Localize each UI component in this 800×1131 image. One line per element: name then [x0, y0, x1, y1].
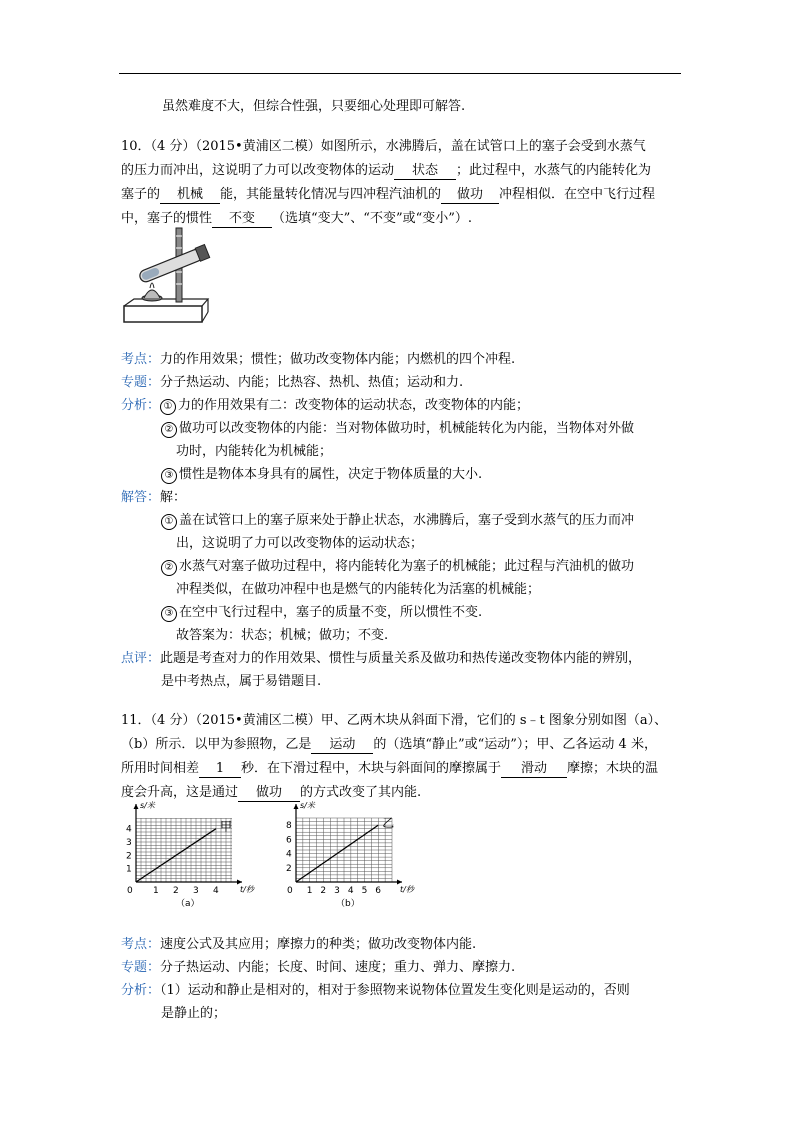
q11-line-3: 所用时间相差 1 秒．在下滑过程中，木块与斜面间的摩擦属于 滑动 摩擦；木块的温	[121, 761, 659, 776]
chart-b	[272, 800, 422, 915]
q10-zhuanti: 专题：分子热运动、内能；比热容、热机、热值；运动和力.	[121, 375, 464, 390]
x-tick-label: 5	[361, 886, 368, 896]
q11-fenxi-1b: 是静止的；	[161, 1006, 227, 1021]
y-tick-label: 2	[126, 851, 132, 862]
x-axis-arrow	[237, 880, 242, 885]
x-tick-label: 1	[153, 886, 159, 896]
intro-tail: 虽然难度不大，但综合性强，只要细心处理即可解答.	[162, 99, 466, 114]
x-tick-label: 6	[375, 886, 382, 896]
q10-jieda-1b: 出，这说明了力可以改变物体的运动状态；	[176, 536, 424, 551]
x-tick-label: 2	[173, 886, 179, 896]
y-tick-label: 6	[286, 835, 292, 846]
q10-answer: 故答案为：状态；机械；做功；不变.	[176, 628, 389, 643]
y-tick-label: 3	[126, 838, 132, 848]
q10-answer-2: 机械	[160, 187, 220, 204]
stand-base-top	[124, 299, 208, 306]
y-tick-label: 4	[126, 824, 132, 835]
q10-answer-1: 状态	[394, 163, 456, 180]
q11-line-4: 度会升高，这是通过 做功 的方式改变了其内能.	[121, 785, 422, 800]
q11-answer-1: 运动	[311, 737, 373, 754]
x-tick-label: 4	[347, 886, 354, 896]
x-tick-label: 4	[213, 886, 219, 896]
x-tick-label: 2	[320, 886, 327, 896]
q10-fenxi: 分析： ① 力的作用效果有二：改变物体的运动状态，改变物体的内能；	[121, 398, 530, 413]
q11-line-1: 11．（4 分）（2015•黄浦区二模）甲、乙两木块从斜面下滑，它们的 s﹣t 图象分别如图（a）、	[121, 713, 668, 728]
x-tick-label: 1	[306, 886, 313, 896]
y-tick-label: 1	[126, 864, 132, 875]
x-axis-arrow	[397, 880, 402, 885]
x-tick-label: 0	[127, 886, 133, 896]
q10-answer-3: 做功	[441, 187, 499, 204]
chart-caption: （b）	[336, 899, 360, 909]
y-axis-label: s/米	[140, 801, 155, 810]
y-tick-label: 8	[286, 821, 292, 832]
q10-dianping: 点评：此题是考查对力的作用效果、惯性与质量关系及做功和热传递改变物体内能的辨别，	[121, 651, 642, 666]
chart-caption: （a）	[176, 899, 200, 909]
series-label: 甲	[220, 819, 233, 834]
q11-kaodian: 考点：速度公式及其应用；摩擦力的种类；做功改变物体内能.	[121, 937, 477, 952]
y-axis-label: s/米	[300, 801, 315, 810]
q11-line-2: （b）所示．以甲为参照物，乙是 运动 的（选填“静止”或“运动”）；甲、乙各运动 4 米，	[121, 737, 657, 752]
q10-line-2: 的压力而冲出，这说明了力可以改变物体的运动 状态 ；此过程中，水蒸气的内能转化为	[121, 163, 652, 178]
q10-jieda-3: ③ 在空中飞行过程中，塞子的质量不变，所以惯性不变.	[161, 603, 482, 623]
q10-line-4: 中，塞子的惯性 不变 （选填“变大”、“不变”或“变小”）.	[121, 211, 473, 226]
x-axis-label: t/秒	[400, 885, 414, 894]
x-tick-label: 0	[287, 886, 293, 896]
y-tick-label: 4	[286, 849, 292, 860]
q10-dianping-2: 是中考热点，属于易错题目.	[161, 674, 322, 689]
q10-line-3: 塞子的 机械 能，其能量转化情况与四冲程汽油机的 做功 冲程相似．在空中飞行过程	[121, 187, 656, 202]
y-axis-arrow	[294, 804, 299, 809]
q11-zhuanti: 专题：分子热运动、内能；长度、时间、速度；重力、弹力、摩擦力.	[121, 960, 516, 975]
q11-answer-3: 滑动	[501, 761, 567, 778]
q11-answer-2: 1	[199, 761, 241, 778]
q10-answer-4: 不变	[212, 211, 272, 228]
q10-fenxi-2b: 功时，内能转化为机械能；	[176, 444, 333, 459]
q10-jieda-2a: ② 水蒸气对塞子做功过程中，将内能转化为塞子的机械能；此过程与汽油机的做功	[161, 557, 634, 577]
q10-kaodian: 考点：力的作用效果；惯性；做功改变物体内能；内燃机的四个冲程.	[121, 352, 516, 367]
q10-fenxi-2a: ② 做功可以改变物体的内能：当对物体做功时，机械能转化为内能，当物体对外做	[161, 419, 634, 439]
series-label: 乙	[382, 816, 395, 831]
y-tick-label: 2	[286, 863, 292, 874]
test-tube	[138, 245, 210, 285]
q10-jieda-2b: 冲程类似，在做功冲程中也是燃气的内能转化为活塞的机械能；	[176, 582, 541, 597]
q10-jieda-1a: ① 盖在试管口上的塞子原来处于静止状态，水沸腾后，塞子受到水蒸气的压力而冲	[161, 511, 634, 531]
q10-line-1: 10．（4 分）（2015•黄浦区二模）如图所示，水沸腾后，盖在试管口上的塞子会受到水蒸气	[121, 139, 646, 154]
x-tick-label: 3	[334, 886, 340, 896]
q11-fenxi: 分析：（1）运动和静止是相对的，相对于参照物来说物体位置发生变化则是运动的，否则	[121, 983, 630, 998]
q11-answer-4: 做功	[238, 785, 300, 802]
q10-fenxi-3: ③ 惯性是物体本身具有的属性，决定于物体质量的大小.	[161, 465, 482, 485]
q10-jieda: 解答：解：	[121, 490, 187, 505]
stand-base	[124, 306, 202, 322]
chart-a	[112, 800, 262, 915]
y-axis-arrow	[134, 804, 139, 809]
x-axis-label: t/秒	[240, 885, 254, 894]
header-rule	[119, 73, 681, 74]
flame	[150, 283, 154, 288]
x-tick-label: 3	[193, 886, 199, 896]
apparatus-figure	[120, 226, 218, 328]
